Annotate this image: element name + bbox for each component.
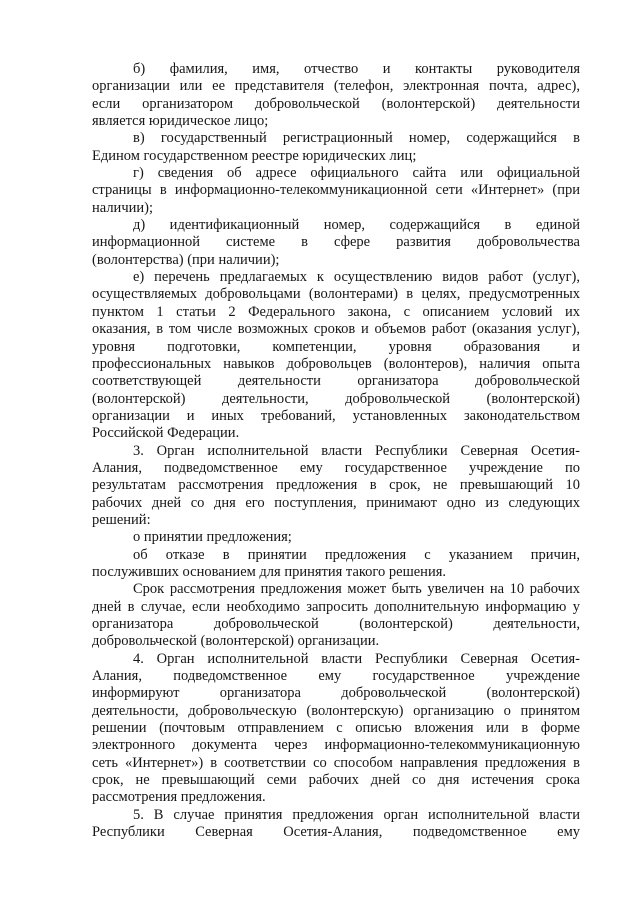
text-line: Срок рассмотрения предложения может быть увеличен на 10 рабочих — [133, 581, 580, 598]
text-line: 3. Орган исполнительной власти Республики Северная Осетия- — [133, 442, 580, 459]
paragraph-item-e — [92, 269, 580, 442]
text-line: профессиональных навыков добровольцев (волонтеров), наличия опыта — [92, 355, 580, 372]
text-line: рабочих дней со дня его поступления, принимают одно из следующих — [92, 494, 580, 511]
text-line: Российской Федерации. — [92, 425, 240, 442]
text-line: организации или ее представителя (телефон, электронная почта, адрес), — [92, 78, 580, 95]
text-line: решений: — [92, 511, 151, 528]
text-line: о принятии предложения; — [133, 529, 292, 546]
text-line: информационной системе в сфере развития добровольчества — [92, 234, 580, 251]
paragraph-item-d — [92, 217, 580, 269]
text-line: в) государственный регистрационный номер, содержащийся в — [133, 130, 580, 147]
text-line: уровня подготовки, компетенции, уровня образования и — [92, 338, 580, 355]
text-line: срок, не превышающий семи рабочих дней со дня истечения срока — [92, 772, 580, 789]
paragraph-item-g — [92, 165, 580, 217]
text-line: е) перечень предлагаемых к осуществлению видов работ (услуг), — [133, 269, 580, 286]
text-line: 4. Орган исполнительной власти Республики Северная Осетия- — [133, 650, 580, 667]
text-line: Алания, подведомственное ему государственное учреждение по — [92, 459, 580, 476]
text-line: деятельности, добровольческую (волонтерскую) организацию о принятом — [92, 702, 580, 719]
text-line: 5. В случае принятия предложения орган исполнительной власти — [133, 806, 580, 823]
text-line: является юридическое лицо; — [92, 113, 269, 130]
paragraph-clause-4 — [92, 651, 580, 807]
paragraph-review-period — [92, 581, 580, 650]
text-line: б) фамилия, имя, отчество и контакты руководителя — [133, 61, 580, 77]
text-line: организации и иных требований, установленных законодательством — [92, 407, 580, 424]
text-line: Едином государственном реестре юридических лиц; — [92, 147, 417, 164]
text-line: дней в случае, если необходимо запросить дополнительную информацию у — [92, 598, 580, 615]
text-line: осуществляемых добровольцами (волонтерами) в целях, предусмотренных — [92, 286, 580, 303]
text-line: послуживших основанием для принятия такого решения. — [92, 563, 446, 580]
text-line: электронного документа через информационно-телекоммуникационную — [92, 737, 580, 754]
text-line: оказания, в том числе возможных сроков и объемов работ (оказания услуг), — [92, 321, 580, 338]
text-line: страницы в информационно-телекоммуникационной сети «Интернет» (при — [92, 182, 580, 199]
text-line: Республики Северная Осетия-Алания, подведомственное ему — [92, 824, 580, 841]
text-line: Алания, подведомственное ему государственное учреждение — [92, 668, 580, 685]
text-line: рассмотрения предложения. — [92, 789, 266, 806]
document-body — [92, 61, 580, 841]
text-line: результатам рассмотрения предложения в срок, не превышающий 10 — [92, 477, 580, 494]
text-line: соответствующей деятельности организатора добровольческой — [92, 373, 580, 390]
text-line: информируют организатора добровольческой (волонтерской) — [92, 685, 580, 702]
paragraph-option-reject — [92, 547, 580, 582]
text-line: д) идентификационный номер, содержащийся в единой — [133, 217, 580, 234]
text-line: об отказе в принятии предложения с указанием причин, — [133, 546, 580, 563]
paragraph-item-b — [92, 61, 580, 130]
paragraph-option-accept — [92, 529, 580, 546]
text-line: пунктом 1 статьи 2 Федерального закона, с описанием условий их — [92, 303, 580, 320]
paragraph-item-v — [92, 130, 580, 165]
text-line: сеть «Интернет») в соответствии со способом направления предложения в — [92, 754, 580, 771]
text-line: организатора добровольческой (волонтерской) деятельности, — [92, 616, 580, 632]
text-line: наличии); — [92, 199, 153, 216]
text-line: решении (почтовым отправлением с описью вложения или в форме — [92, 720, 580, 737]
text-line: (волонтерской) деятельности, добровольческой (волонтерской) — [92, 390, 580, 407]
paragraph-clause-3 — [92, 443, 580, 530]
text-line: г) сведения об адресе официального сайта или официальной — [133, 165, 580, 182]
text-line: если организатором добровольческой (волонтерской) деятельности — [92, 95, 580, 112]
text-line: добровольческой (волонтерской) организации. — [92, 633, 380, 650]
text-line: (волонтерства) (при наличии); — [92, 251, 280, 268]
paragraph-clause-5 — [92, 807, 580, 842]
